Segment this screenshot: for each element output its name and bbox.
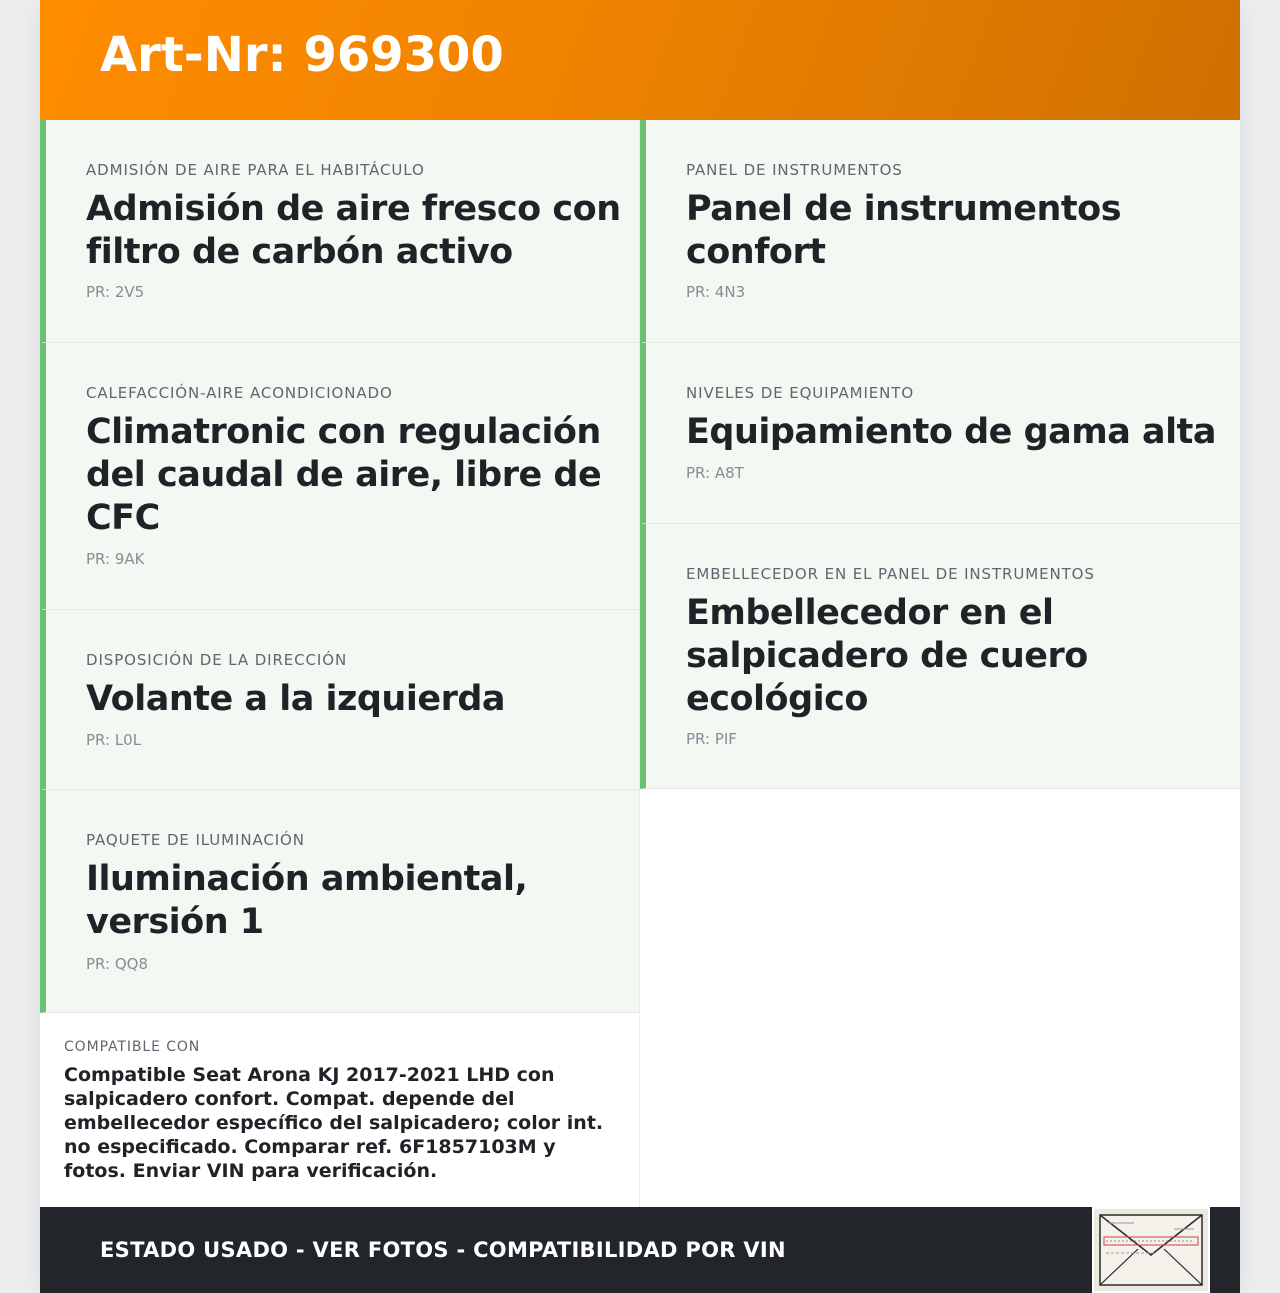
- page-title: Art-Nr: 969300: [100, 27, 504, 83]
- option-card: [40, 120, 640, 343]
- envelope-icon: [1094, 1209, 1208, 1291]
- header: [40, 0, 1240, 120]
- compatibility-section: [40, 1013, 640, 1208]
- compatibility-text: Compatible Seat Arona KJ 2017-2021 LHD con salpicadero confort. Compat. depende del embellecedor específico del salpicadero; color int. no especificado. Comparar ref. 6F1857103M y fotos. Enviar VIN para verificación.: [64, 1064, 604, 1182]
- option-card: [640, 524, 1240, 789]
- card-title: Admisión de aire fresco con filtro de carbón activo: [86, 189, 621, 272]
- card-pr-code: PR: A8T: [686, 464, 744, 482]
- card-pr-code: PR: 9AK: [86, 550, 145, 568]
- card-pr-code: PR: PIF: [686, 730, 737, 748]
- option-card: [640, 343, 1240, 524]
- card-pr-code: PR: 4N3: [686, 283, 746, 301]
- compatibility-label: COMPATIBLE CON: [64, 1039, 201, 1055]
- card-title: Volante a la izquierda: [86, 679, 506, 719]
- card-pr-code: PR: QQ8: [86, 955, 148, 973]
- card-category: DISPOSICIÓN DE LA DIRECCIÓN: [86, 651, 348, 669]
- footer-text: ESTADO USADO - VER FOTOS - COMPATIBILIDAD POR VIN: [100, 1238, 786, 1262]
- option-card: [40, 343, 640, 610]
- right-column: [640, 120, 1240, 789]
- card-title: Climatronic con regulación del caudal de aire, libre de CFC: [86, 412, 602, 538]
- card-title: Embellecedor en el salpicadero de cuero ecológico: [686, 593, 1088, 719]
- option-card: [40, 610, 640, 790]
- footer-bar: [40, 1207, 1240, 1293]
- option-card: [40, 790, 640, 1013]
- card-category: PAQUETE DE ILUMINACIÓN: [86, 831, 305, 849]
- card-category: NIVELES DE EQUIPAMIENTO: [686, 384, 915, 402]
- option-card: [640, 120, 1240, 343]
- card-title: Iluminación ambiental, versión 1: [86, 859, 528, 942]
- card-category: CALEFACCIÓN-AIRE ACONDICIONADO: [86, 384, 393, 402]
- card-category: EMBELLECEDOR EN EL PANEL DE INSTRUMENTOS: [686, 565, 1095, 583]
- page: [40, 0, 1240, 1293]
- card-title: Panel de instrumentos confort: [686, 189, 1122, 272]
- card-category: PANEL DE INSTRUMENTOS: [686, 161, 903, 179]
- left-column: [40, 120, 640, 1013]
- card-title: Equipamiento de gama alta: [686, 412, 1217, 452]
- product-thumbnail[interactable]: [1092, 1207, 1210, 1293]
- card-pr-code: PR: L0L: [86, 731, 142, 749]
- card-pr-code: PR: 2V5: [86, 283, 145, 301]
- card-category: ADMISIÓN DE AIRE PARA EL HABITÁCULO: [86, 161, 425, 179]
